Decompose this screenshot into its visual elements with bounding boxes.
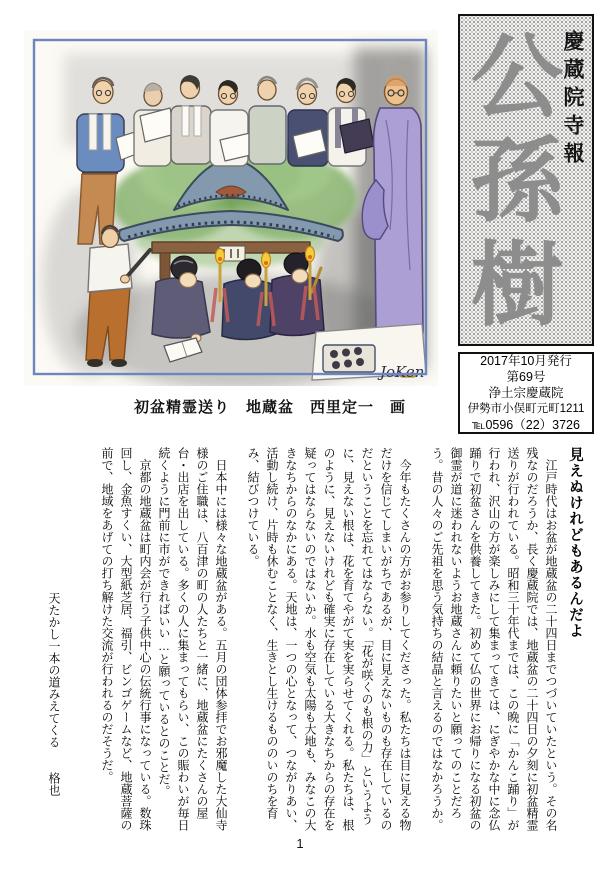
article-paragraph-3: 日本中には様々な地蔵盆がある。五月の団体参拝でお邪魔した大仙寺様のご住職は、八百津の町の人たちと一緒に、地蔵盆にたくさんの屋台・出店を出している。多くの人に集まってもらい、この賑わいが毎日続くように門前に市ができればいい…と願っているとのことだ。 [157, 447, 228, 831]
closing-haiku: 天たかし一本の道みえてくる 格也 [47, 592, 61, 796]
illustration-caption: 初盆精霊送り 地蔵盆 西里定一 画 [133, 399, 406, 416]
temple-illustration [24, 30, 438, 386]
issue-number: 第69号 [506, 369, 546, 384]
artist-signature: JoKen [380, 363, 425, 381]
article-paragraph-4: 京都の地蔵盆は町内会が行う子供中心の伝統行事になっている。数珠回し、金魚すくい、大型紙芝居、福引、ビンゴゲームなど、地蔵菩薩の前で、地域をあげての打ち解けた交流が行われるのだそうだ。 [100, 447, 152, 831]
masthead-panel [458, 14, 594, 346]
newsletter-name: 慶蔵院寺報 [561, 30, 586, 170]
temple-name: 浄土宗慶蔵院 [488, 385, 564, 400]
temple-phone: ℡0596（22）3726 [472, 417, 580, 432]
article-paragraph-2: 今年もたくさんの方がお参りしてくださった。私たちは目に見える物だけを信じてしまいがちであるが、目に見えないものも存在しているのだということを忘れてはならない。「花が咲くのも根の力」というように、見えない根は、花を育てやがて実を実らせてくれる。私たちは、根のように、見えないけれども確実に存在している大きなちからの存在を疑ってはならないのではないか。水も空気も太陽も大地も、みなこの大きなちからのなかにある。天地は、一つの心となって、つながりあい、活動し続け、片時も休むことなく、生きとし生けるもののいのちを育み、結びつけている。 [246, 447, 412, 831]
temple-illustration-svg [24, 30, 438, 386]
title-calligraphy: 公孫樹 [456, 28, 564, 340]
publication-info-box [458, 352, 594, 434]
article-paragraph-1: 江戸時代はお盆が地蔵盆の二十四日までつづいていたという。その名残なのだろうか、長く慶蔵院では、地蔵盆の二十四日の夕刻に初盆精霊送りが行われている。昭和三十年代までは、この晩に「かんこ踊り」が行われ、沢山の方が楽しみにして集まってきては、にぎやかな中に念仏踊りで初盆さんを供養してきた。初めて仏の世界にお帰りになる初盆の御霊が道に迷われないようお地蔵さんに頼りたいと願ってのことだろう。昔の人々のご先祖を思う気持ちの結晶と言えるのではなかろうか。 [430, 447, 558, 831]
temple-address: 伊勢市小俣町元町1211 [467, 402, 585, 415]
publication-date: 2017年10月発行 [480, 353, 572, 368]
page-number: 1 [296, 836, 304, 851]
article-body [18, 447, 584, 831]
article-heading: 見えぬけれどもあるんだよ [567, 447, 583, 639]
